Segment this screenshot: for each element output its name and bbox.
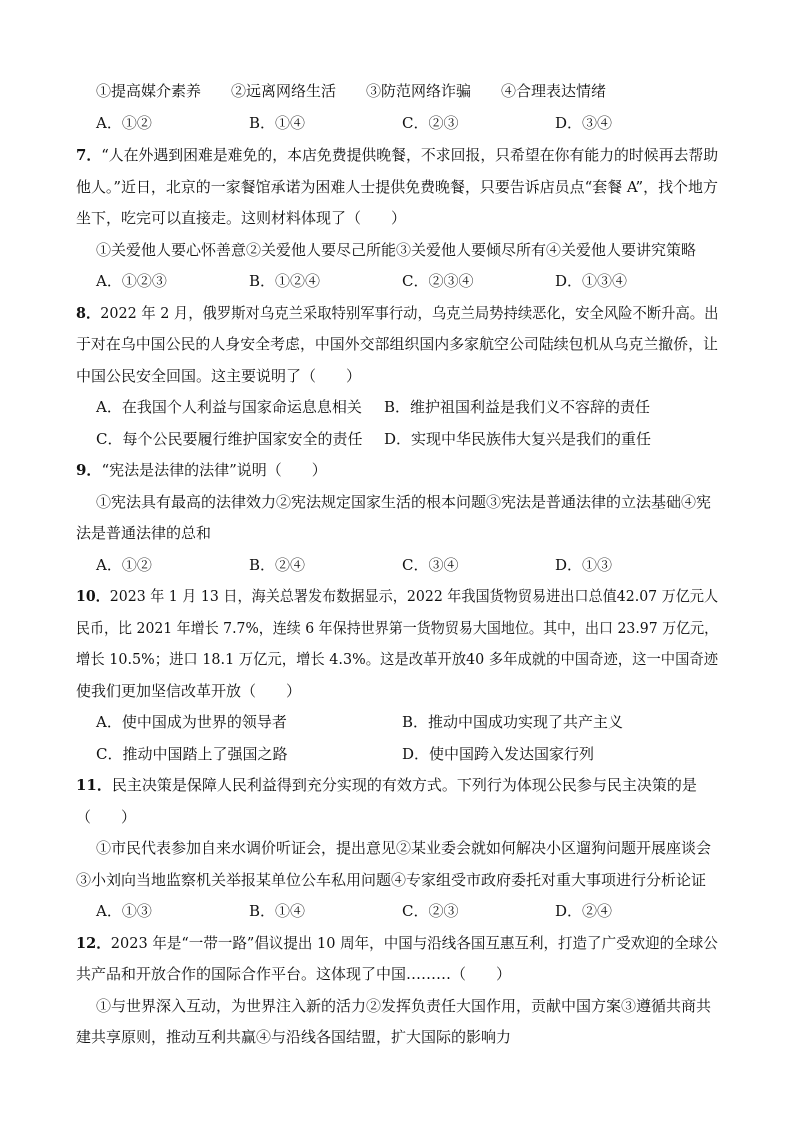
q10-number: 10．	[76, 587, 110, 605]
q9-option-b: B．②④	[249, 556, 306, 574]
q6-option-c: C．②③	[402, 114, 459, 132]
q9-option-c: C．③④	[402, 556, 459, 574]
q11-statements-line-2: ③小刘向当地监察机关举报某单位公车私用问题④专家组受市政府委托对重大事项进行分析论证	[76, 871, 707, 889]
q6-option-d: D．③④	[555, 114, 613, 132]
q9-statements-line-2: 法是普通法律的总和	[76, 524, 212, 542]
q7-option-b: B．①②④	[249, 272, 321, 290]
q11-stem-line-1: 11．民主决策是保障人民利益得到充分实现的有效方式。下列行为体现公民参与民主决策的是	[76, 776, 697, 794]
q7-number: 7．	[76, 146, 102, 164]
q8-option-b: B．维护祖国利益是我们义不容辞的责任	[384, 398, 651, 416]
q9-option-a: A．①②	[96, 556, 152, 574]
q12-statements-line-2: 建共享原则，推动互利共赢④与沿线各国结盟，扩大国际的影响力	[76, 1028, 512, 1046]
q8-option-c: C．每个公民要履行维护国家安全的责任	[96, 430, 363, 448]
q9-number: 9．	[76, 461, 102, 479]
q7-stem-line-2: 他人。”近日，北京的一家餐馆承诺为困难人士提供免费晚餐，只要告诉店员点“套餐 A”，找个地方	[76, 178, 718, 196]
q12-stem-line-1: 12．2023 年是“一带一路”倡议提出 10 周年，中国与沿线各国互惠互利，打造了广受欢迎的全球公	[76, 934, 718, 952]
q11-option-a: A．①③	[96, 902, 152, 920]
q10-stem-line-3: 增长 10.5%；进口 18.1 万亿元，增长 4.3%。这是改革开放40 多年成就的中国奇迹，这一中国奇迹	[76, 650, 719, 668]
q10-stem-line-1: 10．2023 年 1 月 13 日，海关总署发布数据显示，2022 年我国货物贸易进出口总值42.07 万亿元人	[76, 587, 719, 605]
q8-option-d: D．实现中华民族伟大复兴是我们的重任	[384, 430, 652, 448]
q10-option-d: D．使中国跨入发达国家行列	[402, 745, 595, 763]
q11-option-c: C．②③	[402, 902, 459, 920]
q7-option-a: A．①②③	[96, 272, 167, 290]
q8-number: 8．	[76, 304, 101, 322]
q9-statements-line-1: ①宪法具有最高的法律效力②宪法规定国家生活的根本问题③宪法是普通法律的立法基础④宪	[96, 493, 712, 511]
q10-stem-line-4: 使我们更加坚信改革开放（ ）	[76, 682, 302, 700]
q6-option-a: A．①②	[96, 114, 152, 132]
q6-statements: ①提高媒介素养 ②远离网络生活 ③防范网络诈骗 ④合理表达情绪	[96, 82, 607, 100]
q12-number: 12．	[76, 934, 111, 952]
q8-stem-line-2: 于对在乌中国公民的人身安全考虑，中国外交部组织国内多家航空公司陆续包机从乌克兰撤侨，让	[76, 335, 718, 353]
q7-option-d: D．①③④	[555, 272, 628, 290]
q10-stem-line-2: 民币，比 2021 年增长 7.7%，连续 6 年保持世界第一货物贸易大国地位。其中，出口 23.97 万亿元，	[76, 619, 719, 637]
q8-stem-line-1: 8．2022 年 2 月，俄罗斯对乌克兰采取特别军事行动，乌克兰局势持续恶化，安全风险不断升高。出	[76, 304, 719, 322]
q8-option-a: A．在我国个人利益与国家命运息息相关	[96, 398, 362, 416]
q9-option-d: D．①③	[555, 556, 613, 574]
q9-stem: 9．“宪法是法律的法律”说明（ ）	[76, 461, 327, 479]
q12-statements-line-1: ①与世界深入互动，为世界注入新的活力②发挥负责任大国作用，贡献中国方案③遵循共商共	[96, 997, 712, 1015]
q7-option-c: C．②③④	[402, 272, 474, 290]
q10-option-a: A．使中国成为世界的领导者	[96, 713, 287, 731]
q11-option-d: D．②④	[555, 902, 613, 920]
q10-option-c: C．推动中国踏上了强国之路	[96, 745, 288, 763]
q10-option-b: B．推动中国成功实现了共产主义	[402, 713, 624, 731]
q7-statements: ①关爱他人要心怀善意②关爱他人要尽己所能③关爱他人要倾尽所有④关爱他人要讲究策略	[96, 241, 697, 259]
q12-stem-line-2: 共产品和开放合作的国际合作平台。这体现了中国………（ ）	[76, 965, 512, 983]
q11-stem-line-2: （ ）	[76, 808, 137, 826]
q11-number: 11．	[76, 776, 112, 794]
q11-option-b: B．①④	[249, 902, 306, 920]
q6-option-b: B．①④	[249, 114, 306, 132]
q11-statements-line-1: ①市民代表参加自来水调价听证会，提出意见②某业委会就如何解决小区遛狗问题开展座谈会	[96, 839, 712, 857]
q8-stem-line-3: 中国公民安全回国。这主要说明了（ ）	[76, 367, 362, 385]
q7-stem-line-3: 坐下，吃完可以直接走。这则材料体现了（ ）	[76, 209, 407, 227]
q7-stem-line-1: 7．“人在外遇到困难是难免的，本店免费提供晚餐，不求回报，只希望在你有能力的时候再去帮助	[76, 146, 719, 164]
